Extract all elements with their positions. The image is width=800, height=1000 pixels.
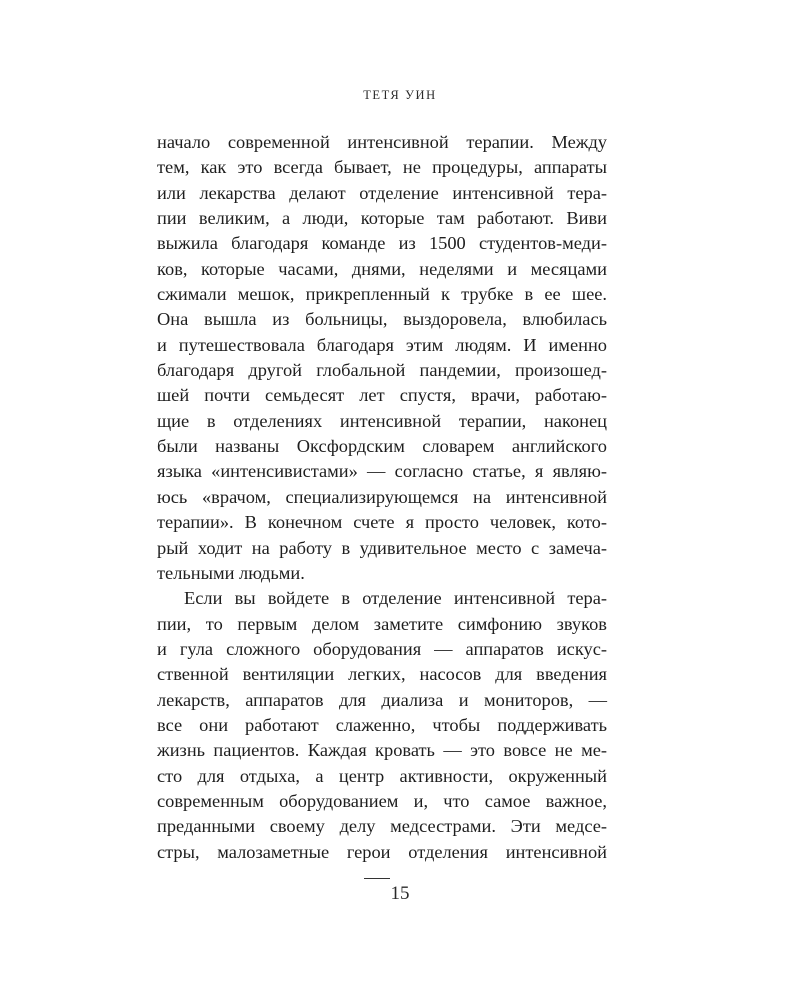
text-line: или лекарства делают отделение интенсивной тера- — [157, 182, 607, 203]
text-line: стры, малозаметные герои отделения интенсивной — [157, 841, 607, 862]
paragraph-end-line: тельными людьми. — [157, 562, 305, 583]
text-line: рый ходит на работу в удивительное место с замеча- — [157, 537, 607, 558]
text-line: были названы Оксфордским словарем английского — [157, 436, 607, 457]
text-line: тем, как это всегда бывает, не процедуры, аппараты — [157, 157, 607, 178]
text-line: жизнь пациентов. Каждая кровать — это вовсе не ме- — [157, 740, 607, 761]
text-line: сжимали мешок, прикрепленный к трубке в ее шее. — [157, 284, 607, 305]
text-line: и гула сложного оборудования — аппаратов искус- — [157, 638, 607, 659]
text-line: современным оборудованием и, что самое важное, — [157, 790, 607, 811]
text-line: выжила благодаря команде из 1500 студентов-меди- — [157, 233, 607, 254]
paragraph-first-line: Если вы войдете в отделение интенсивной тера- — [184, 588, 607, 609]
text-line: ков, которые часами, днями, неделями и месяцами — [157, 258, 607, 279]
page-number: 15 — [390, 883, 410, 904]
running-head: ТЕТЯ УИН — [363, 88, 437, 102]
text-line: сто для отдыха, а центр активности, окруженный — [157, 765, 607, 786]
text-line: преданными своему делу медсестрами. Эти медсе- — [157, 816, 607, 837]
text-line: начало современной интенсивной терапии. Между — [157, 132, 607, 152]
text-line: все они работают слаженно, чтобы поддерживать — [157, 714, 607, 735]
text-line: Она вышла из больницы, выздоровела, влюбилась — [157, 309, 607, 330]
text-line: благодаря другой глобальной пандемии, произошед- — [157, 360, 607, 381]
text-line: языка «интенсивистами» — согласно статье, я являю- — [157, 461, 607, 482]
text-line: и путешествовала благодаря этим людям. И именно — [157, 334, 607, 355]
text-line: пии великим, а люди, которые там работают. Виви — [157, 208, 607, 229]
text-line: терапии». В конечном счете я просто человек, кото- — [157, 512, 607, 533]
text-line: лекарств, аппаратов для диализа и мониторов, — — [157, 689, 607, 710]
folio-rule — [364, 878, 390, 879]
text-line: ственной вентиляции легких, насосов для введения — [157, 664, 607, 685]
body-text — [157, 130, 607, 865]
text-line: пии, то первым делом заметите симфонию звуков — [157, 613, 607, 634]
text-line: шей почти семьдесят лет спустя, врачи, работаю- — [157, 385, 607, 406]
text-line: щие в отделениях интенсивной терапии, наконец — [157, 410, 607, 431]
text-line: юсь «врачом, специализирующемся на интенсивной — [157, 486, 607, 507]
